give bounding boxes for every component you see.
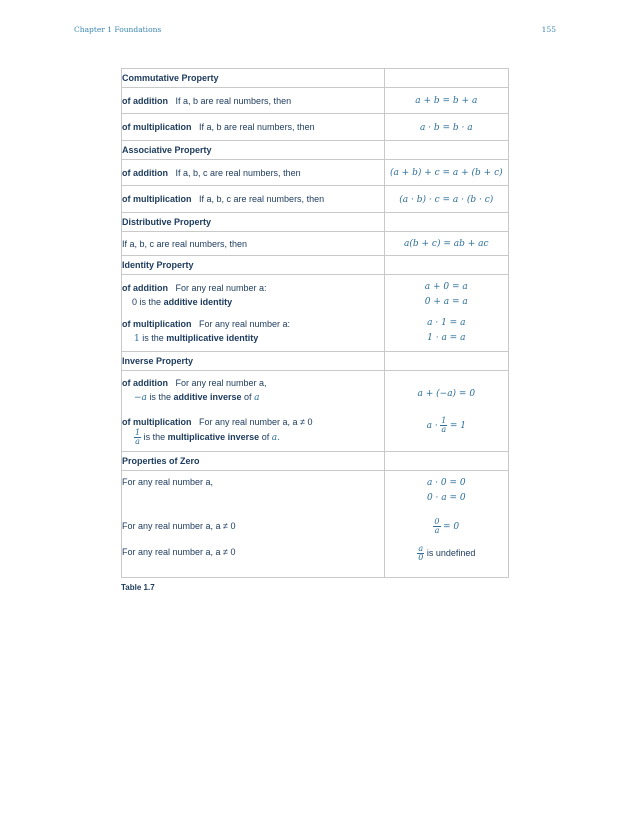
inverse-value: −a [134,393,147,403]
property-label: of addition [122,378,168,388]
identity-value: 1 [134,333,140,344]
term-multiplicative-inverse: multiplicative inverse [167,431,260,442]
section-title: Identity Property [122,256,385,275]
formula: a + b = b + a [415,96,478,106]
property-condition: If a, b, c are real numbers, then [175,167,301,178]
formula: 0 + a = a [424,297,468,307]
fraction-a-over-zero: $\frac{a}{0}$ [418,544,424,562]
table-row [122,232,509,256]
formula: 0 · a = 0 [426,493,466,503]
property-label: of addition [122,95,168,106]
property-condition: For any real number a, a ≠ 0 [199,417,313,427]
property-condition: For any real number a, a ≠ 0 [122,521,236,531]
table-row [122,471,509,578]
table-row [122,88,509,114]
section-title: Distributive Property [122,213,385,232]
property-label: of addition [122,282,168,293]
section-header-row [122,352,509,371]
section-header-row [122,452,509,471]
formula: (a + b) + c = a + (b + c) [389,168,503,178]
term-additive-identity: additive identity [163,296,233,307]
formula: a · 0 = 0 [426,478,466,488]
table-caption: Table 1.7 [121,583,155,592]
term-additive-inverse: additive inverse [173,392,242,402]
section-title: Properties of Zero [122,452,385,471]
section-header-row [122,69,509,88]
formula: a · 1 = a [427,318,466,328]
table-row: of addition For any real number a, −a is the additive inverse of a of multiplication For any real number a, a ≠ 0 $\frac{1}{a}$ is the multiplicative inverse of a. a + (−a) = 0 a · $\frac{1}{a}$ = 1 [122,371,509,452]
property-label: of addition [122,167,168,178]
property-condition: For any real number a: [199,318,291,329]
section-title: Associative Property [122,141,385,160]
table-row [122,114,509,141]
section-title: Commutative Property [122,69,385,88]
formula: 1 · a = a [427,333,466,343]
section-header-row [122,141,509,160]
table-row [122,186,509,213]
property-condition: For any real number a: [175,282,267,293]
property-condition: If a, b are real numbers, then [175,95,292,106]
property-condition: For any real number a, [175,378,267,388]
property-label: of multiplication [122,194,192,204]
fraction-one-over-a: $\frac{1}{a}$ [441,415,447,434]
page-number: 155 [541,25,556,34]
section-header-row [122,256,509,275]
property-condition: If a, b are real numbers, then [199,122,315,132]
table-row [122,160,509,186]
properties-table [121,68,509,578]
property-label: of multiplication [122,122,192,132]
section-header-row [122,213,509,232]
formula: a(b + c) = ab + ac [404,239,489,249]
term-multiplicative-identity: multiplicative identity [166,332,259,343]
running-header-chapter: Chapter 1 Foundations [74,25,162,34]
formula: $\frac{0}{a}$ = 0 [434,517,460,535]
section-title: Inverse Property [122,352,385,371]
fraction-one-over-a: $\frac{1}{a}$ [135,428,141,446]
property-condition: For any real number a, a ≠ 0 [122,547,236,557]
property-condition: If a, b, c are real numbers, then [199,194,325,204]
property-label: of multiplication [122,417,192,427]
formula: a · $\frac{1}{a}$ = 1 [426,415,466,434]
formula: a · b = b · a [419,122,473,133]
property-condition: For any real number a, [122,477,214,487]
formula: $\frac{a}{0}$ is undefined [418,544,476,562]
formula: (a · b) · c = a · (b · c) [399,194,494,205]
table-row: of addition For any real number a: 0 is the additive identity of multiplication For any real number a: 1 is the multiplicative identity a + 0 = a 0 + a = a a · 1 = a 1 · a = a [122,275,509,352]
identity-value: 0 [132,296,138,307]
fraction-zero-over-a: $\frac{0}{a}$ [434,517,440,535]
formula: a + (−a) = 0 [417,388,476,399]
formula: a + 0 = a [424,282,468,292]
property-label: of multiplication [122,318,192,329]
property-condition: If a, b, c are real numbers, then [122,238,248,249]
